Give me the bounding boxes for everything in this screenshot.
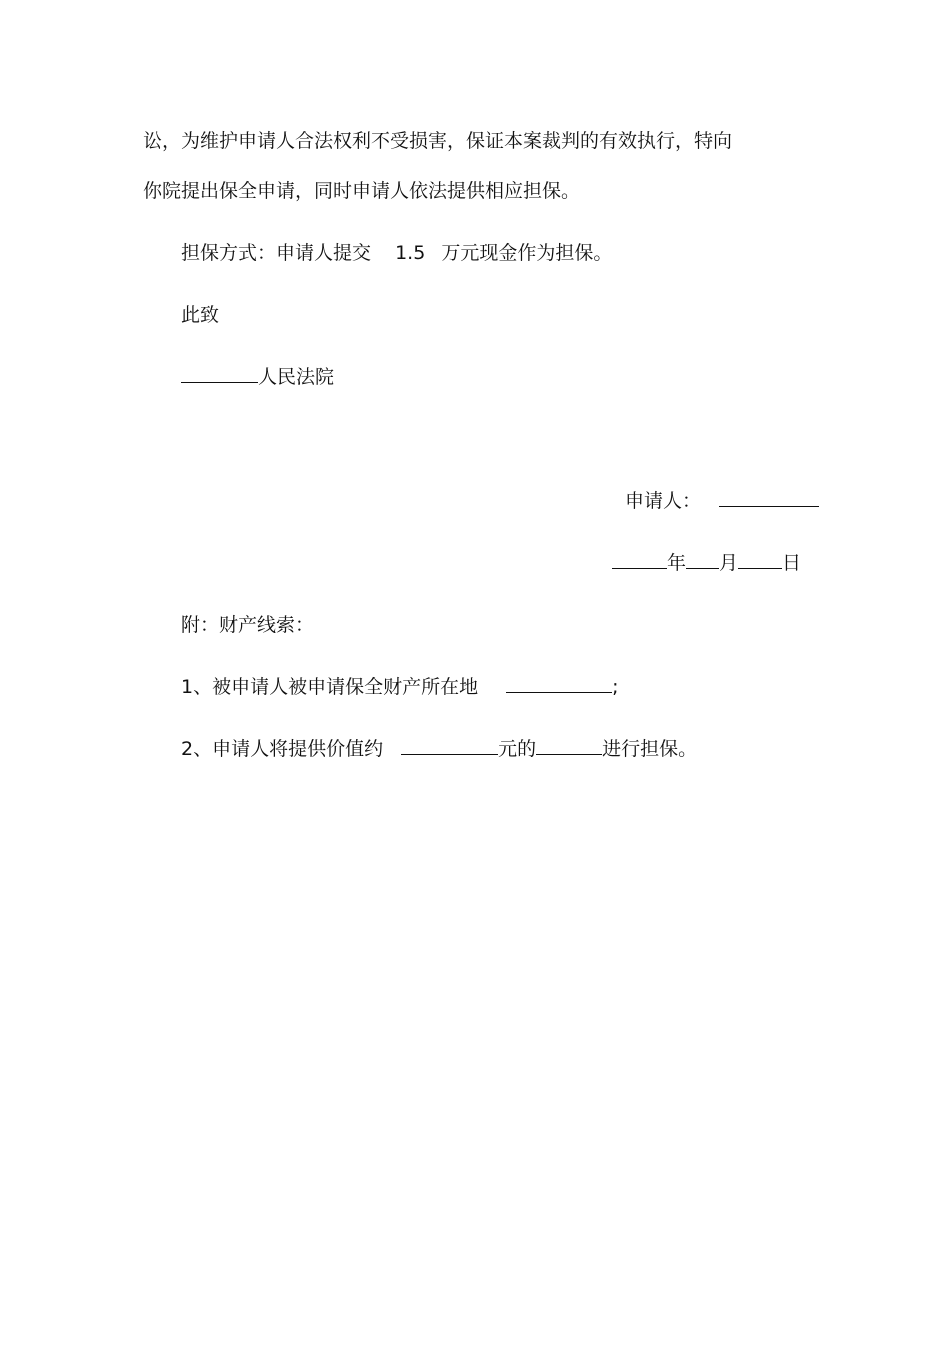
salutation <box>181 302 219 328</box>
guarantee-item-blank[interactable] <box>536 736 602 755</box>
court-line <box>181 364 334 390</box>
appendix-item-2 <box>181 736 697 762</box>
date-line <box>612 550 801 576</box>
paragraph-line-1-text: 讼，为维护申请人合法权利不受损害，保证本案裁判的有效执行，特向 <box>143 130 733 152</box>
guarantee-suffix: 万元现金作为担保。 <box>441 242 613 264</box>
salutation-text: 此致 <box>181 304 220 326</box>
appendix-title <box>181 612 314 638</box>
month-blank[interactable] <box>686 550 719 569</box>
year-label: 年 <box>667 552 687 574</box>
appendix-item-1 <box>181 674 619 700</box>
guarantee-prefix: 担保方式：申请人提交 <box>181 242 372 264</box>
appendix-title-text: 附：财产线索： <box>181 614 315 636</box>
guarantee-amount: 1.5 <box>395 242 426 264</box>
appendix-item-2-mid: 元的 <box>498 738 537 760</box>
appendix-item-2-end: 进行担保。 <box>602 738 698 760</box>
applicant-label: 申请人： <box>625 490 702 512</box>
guarantee-line <box>181 240 612 266</box>
appendix-item-2-text: 2、申请人将提供价值约 <box>181 738 384 760</box>
year-blank[interactable] <box>612 550 667 569</box>
month-label: 月 <box>719 552 739 574</box>
applicant-blank[interactable] <box>719 488 819 507</box>
appendix-item-1-text: 1、被申请人被申请保全财产所在地 <box>181 676 479 698</box>
day-blank[interactable] <box>738 550 782 569</box>
value-amount-blank[interactable] <box>401 736 498 755</box>
court-suffix: 人民法院 <box>258 366 335 388</box>
paragraph-line-1 <box>143 128 732 154</box>
day-label: 日 <box>782 552 802 574</box>
applicant-signature-line <box>625 488 819 514</box>
paragraph-line-2 <box>143 178 580 204</box>
paragraph-line-2-text: 你院提出保全申请，同时申请人依法提供相应担保。 <box>143 180 581 202</box>
property-location-blank[interactable] <box>506 674 612 693</box>
appendix-item-1-end: ; <box>612 676 619 698</box>
court-name-blank[interactable] <box>181 364 258 383</box>
